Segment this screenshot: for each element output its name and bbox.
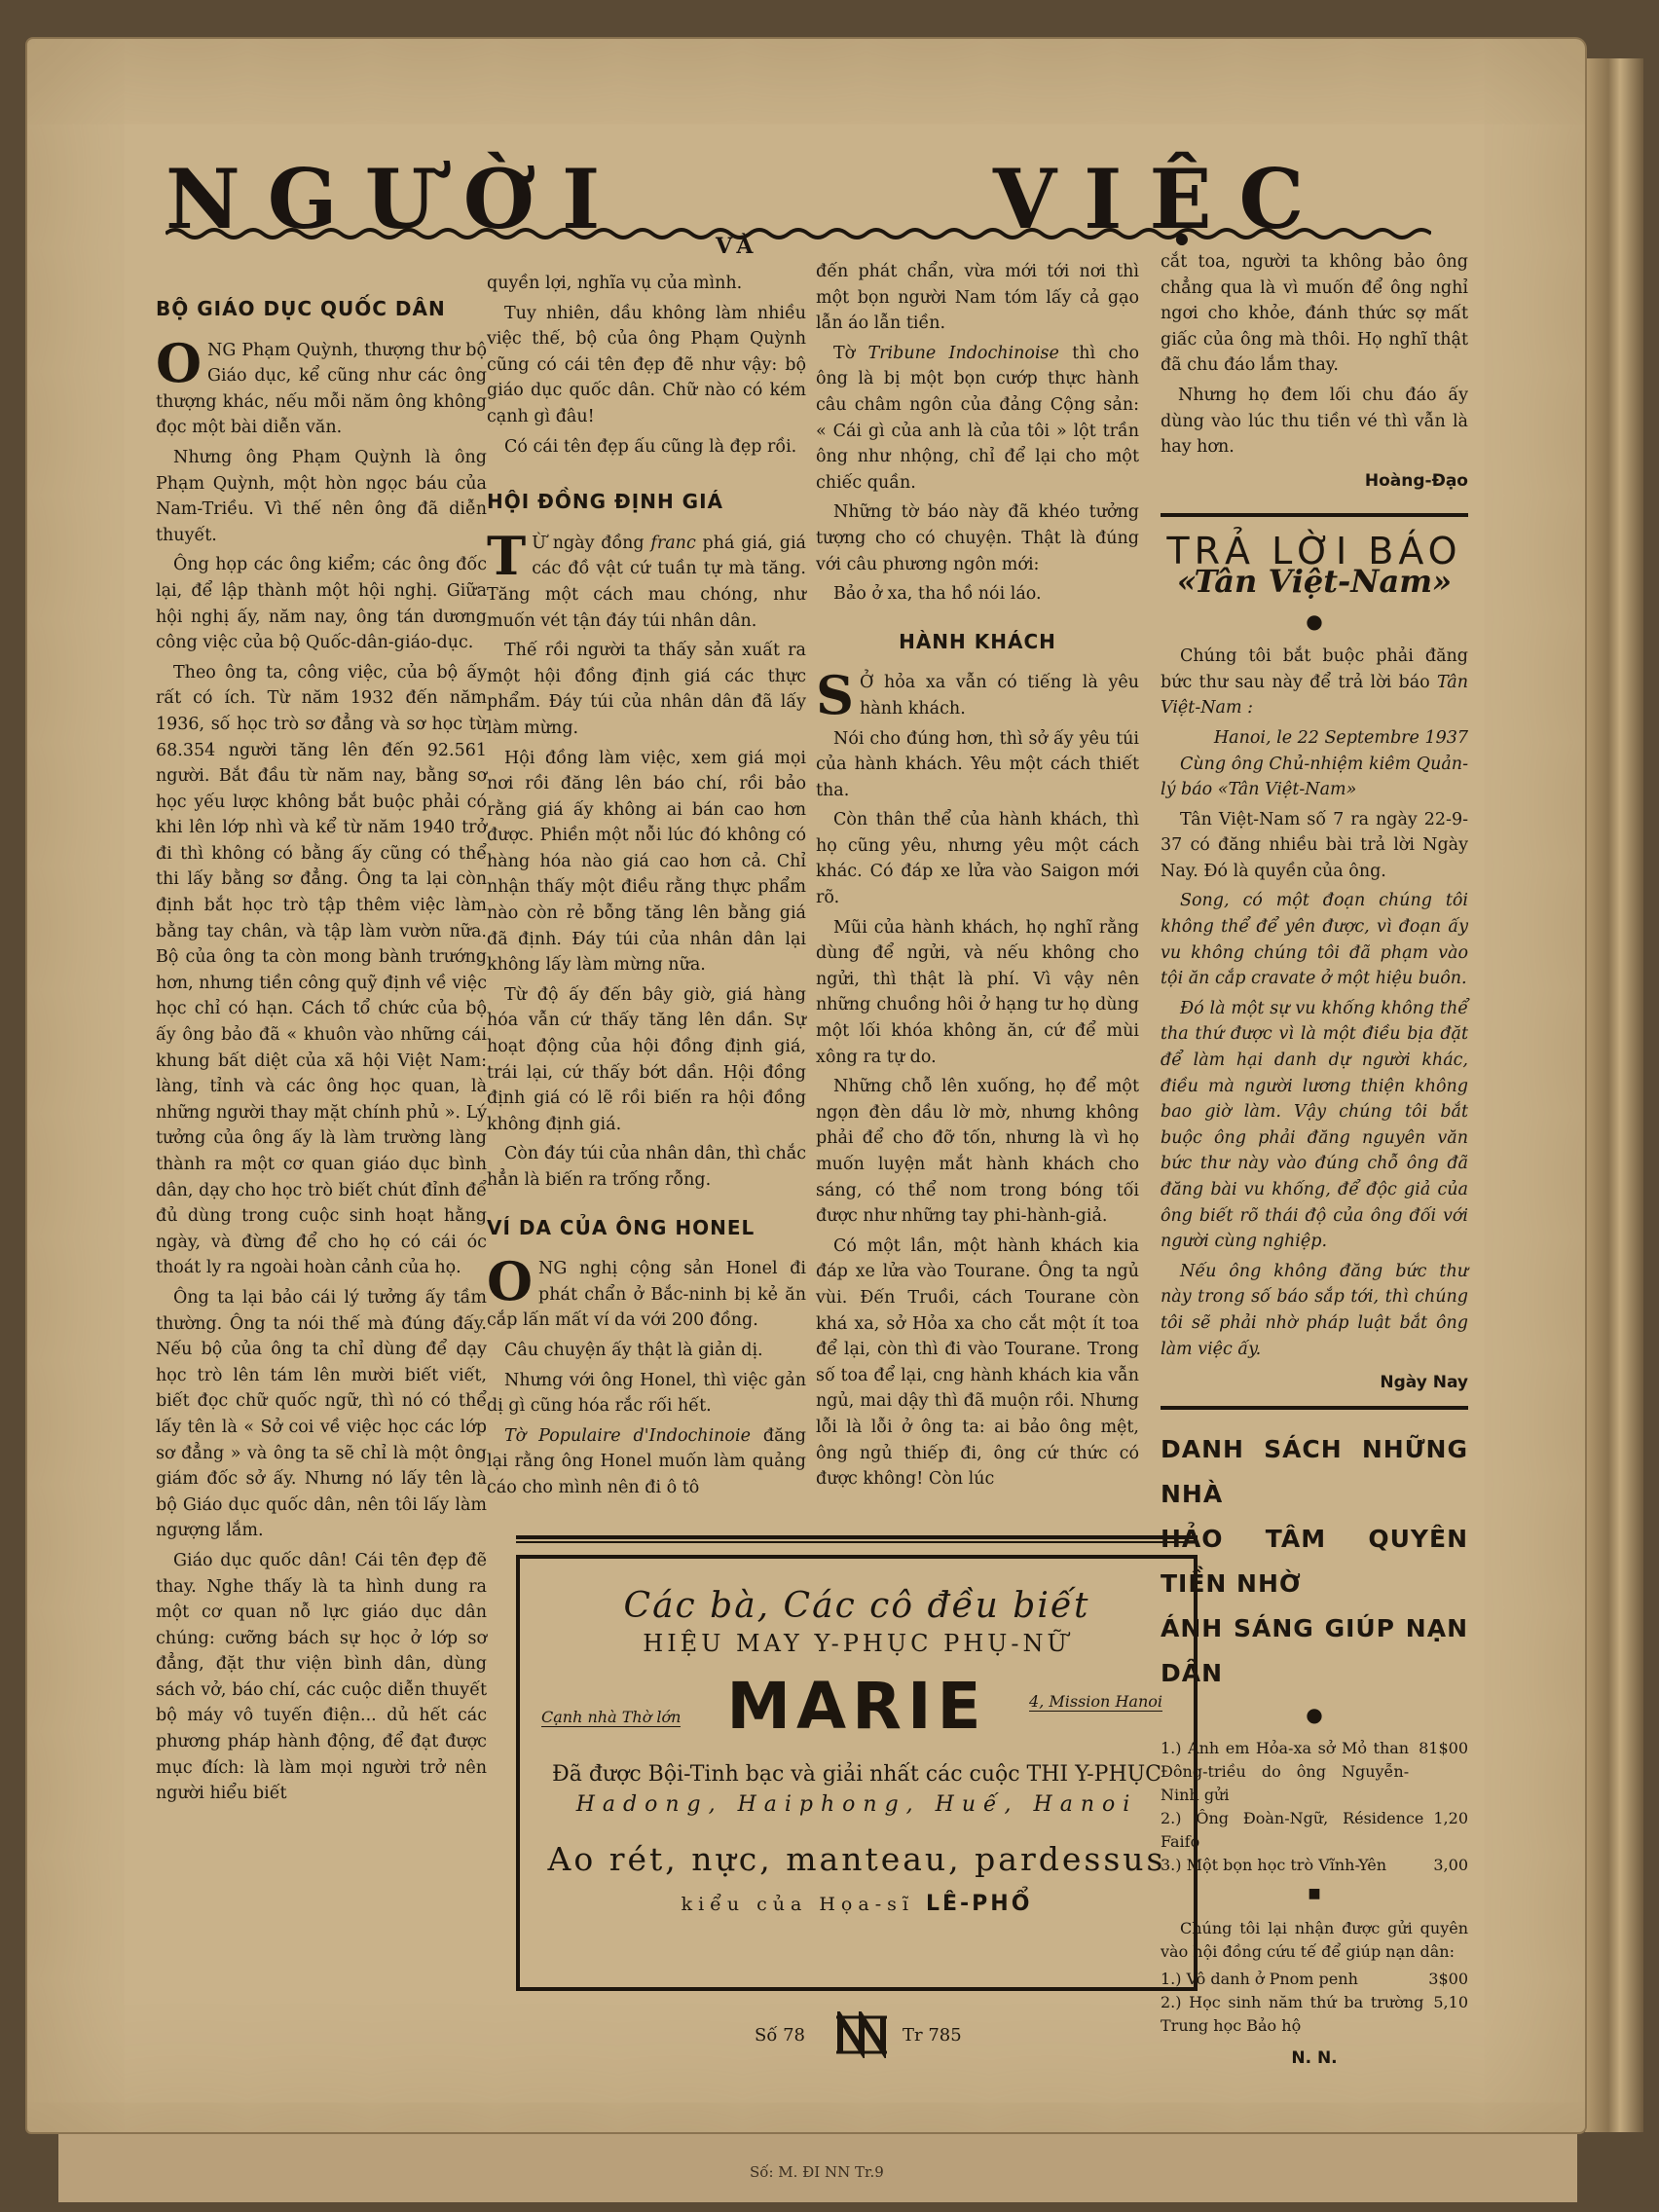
underlying-page-footer: Số: M. ĐI NN Tr.9	[750, 2163, 884, 2181]
letter-date: Hanoi, le 22 Septembre 1937	[1213, 727, 1468, 748]
paragraph: Mũi của hành khách, họ nghĩ rằng dùng để ngửi, và nếu không cho ngửi, thì thật là phí. Vì vậy nên những chuồng hôi ở hạng tư họ dùng một lối khóa không ăn, cứ để mùi xông ra tự do.	[816, 917, 1139, 1067]
paragraph: ONG nghị cộng sản Honel đi phát chẩn ở Bắc-ninh bị kẻ ăn cắp lấn mất ví da với 200 đồng.	[487, 1250, 806, 1331]
signature: Hoàng-Đạo	[1364, 470, 1468, 491]
column-3	[816, 259, 1139, 1496]
list-item: 1.) Vô danh ở Pnom penh 3$00	[1161, 1969, 1468, 1988]
masthead-left: NGƯỜI	[166, 151, 628, 247]
paragraph: Những tờ báo này đã khéo tưởng tượng cho có chuyện. Thật là đúng với câu phương ngôn mới:	[816, 502, 1139, 574]
section-rule	[1161, 503, 1468, 517]
paragraph: Ông họp các ông kiểm; các ông đốc lại, để lập thành một hội nghị. Giữa hội nghị ấy, năm nay, ông tán dương công việc của bộ Quốc-dân-giáo-dục.	[156, 555, 487, 653]
paragraph: Chúng tôi bắt buộc phải đăng bức thư sau này để trả lời báo Tân Việt-Nam :	[1161, 646, 1468, 719]
paragraph: Còn thân thể của hành khách, thì họ cũng yêu, nhưng yêu một cách khác. Có đáp xe lửa vào Saigon mới rõ.	[816, 810, 1139, 908]
paragraph: Thế rồi người ta thấy sản xuất ra một hội đồng định giá các thực phẩm. Đáy túi của nhân dân đã lấy làm mừng.	[487, 641, 806, 738]
paragraph: Từ độ ấy đến bây giờ, giá hàng hóa vẫn cứ thấy tăng lên dần. Sự hoạt động của hội đồng định giá, trái lại, cứ thấy bớt dần. Hội đồng định giá có lẽ rồi biến ra hội đồng không định giá.	[487, 984, 806, 1134]
paragraph: Tân Việt-Nam số 7 ra ngày 22-9-37 có đăng nhiều bài trả lời Ngày Nay. Đó là quyền của ông.	[1161, 809, 1468, 881]
list-item: 3.) Một bọn học trò Vĩnh-Yên 3,00	[1161, 1856, 1468, 1875]
paragraph: Tờ Tribune Indochinoise thì cho ông là bị một bọn cướp thực hành câu châm ngôn của đảng Cộng sản: « Cái gì của anh là của tôi » lột trần ông như nhộng, chỉ để lại cho một chiếc quần.	[816, 343, 1139, 493]
section-rule	[1161, 1406, 1468, 1410]
bullet-ornament: ●	[1306, 608, 1323, 633]
separator: ■	[1308, 1886, 1321, 1902]
paragraph: Ông ta lại bảo cái lý tưởng ấy tầm thường. Ông ta nói thế mà đúng đấy. Nếu bộ của ông ta chỉ dùng để dạy học trò lên tám lên mười biết viết, biết đọc chữ quốc ngữ, thì nó có thể lấy tên là « Sở coi về việc học các lớp sơ đẳng » và ông ta sẽ chỉ là một ông giám đốc sở ấy. Nhưng nó lấy tên là bộ Giáo dục quốc dân, nên tôi lấy làm ngượng lắm.	[156, 1287, 487, 1541]
signature: N. N.	[1291, 2047, 1338, 2068]
bullet-ornament: ●	[1306, 1702, 1323, 1726]
drop-cap: O	[487, 1250, 534, 1313]
paragraph: Song, có một đoạn chúng tôi không thể để yên được, vì đoạn ấy vu không chúng tôi đã phạm vào tội ăn cắp cravate ở một hiệu buôn.	[1161, 891, 1468, 989]
paragraph: Nếu ông không đăng bức thư này trong số báo sắp tới, thì chúng tôi sẽ phải nhờ pháp luật bắt ông làm việc ấy.	[1161, 1261, 1468, 1359]
paragraph: S Ở hỏa xa vẫn có tiếng là yêu hành khách.	[816, 664, 1139, 727]
section-title: TRẢ LỜI BÁO	[1166, 530, 1462, 573]
ad-award: Đã được Bội-Tinh bạc và giải nhất các cuộc THI Y-PHỤC	[551, 1762, 1162, 1787]
article-heading: HỘI ĐỒNG ĐỊNH GIÁ	[487, 490, 723, 514]
ad-shop-type: HIỆU MAY Y-PHỤC PHỤ-NỮ	[643, 1630, 1071, 1657]
masthead-right: VIỆC	[993, 151, 1332, 247]
paragraph: Bảo ở xa, tha hồ nói láo.	[833, 584, 1042, 605]
column-1	[156, 282, 487, 1811]
list-item: 2.) Học sinh năm thứ ba trường Trung học Bảo hộ 5,10	[1161, 1992, 1468, 2035]
ad-designer: kiểu của Họa-sĩ LÊ-PHỔ	[681, 1892, 1033, 1916]
paragraph: Tuy nhiên, dầu không làm nhiều việc thế, bộ của ông Phạm Quỳnh cũng có cái tên đẹp đẽ như vậy: bộ giáo dục quốc dân. Chữ nào có kém cạnh gì đâu!	[487, 303, 806, 426]
paragraph: Có cái tên đẹp ấu cũng là đẹp rồi.	[504, 436, 797, 457]
list-note: Chúng tôi lại nhận được gửi quyên vào hội đồng cứu tế để giúp nạn dân:	[1161, 1918, 1468, 1961]
paragraph: quyền lợi, nghĩa vụ của mình.	[487, 274, 743, 293]
drop-cap: T	[487, 524, 527, 587]
section-subtitle: «Tân Việt-Nam»	[1176, 562, 1453, 600]
issue-number: Số 78	[755, 2025, 805, 2046]
article-heading: VÍ DA CỦA ÔNG HONEL	[487, 1215, 756, 1239]
donation-list	[1161, 1968, 1468, 2038]
list-title: DANH SÁCH NHỮNG NHÀ HẢO TÂM QUYÊN TIỀN NHỜ ÁNH SÁNG GIÚP NẠN DÂN	[1161, 1434, 1468, 1687]
masthead-mid: VÀ	[716, 234, 759, 259]
ad-headline: Các bà, Các cô đều biết	[623, 1586, 1090, 1626]
donation-list	[1161, 1737, 1468, 1877]
paragraph: Nhưng với ông Honel, thì việc gản dị gì cũng hóa rắc rối hết.	[487, 1370, 806, 1417]
nn-logo-icon	[834, 2011, 889, 2058]
page-footer	[755, 2011, 988, 2062]
paragraph: Theo ông ta, công việc, của bộ ấy rất có ích. Từ năm 1932 đến năm 1936, số học trò sơ đẳng và sơ học từ 68.354 người tăng lên đến 92.561 người. Bắt đầu từ năm nay, bằng sơ học yếu lược không bắt buộc phải có khi lên lớp nhì và kể từ năm 1940 trở đi thì không có bằng ấy cũng có thể thi lấy bằng sơ đẳng. Ông ta lại còn định bắt học trò tập thêm việc làm bằng tay chân, và tập làm vườn nữa. Bộ của ông ta còn mong bành trướng hơn, nhưng tiền công quỹ định về việc học chỉ có hạn. Cách tổ chức của bộ ấy ông bảo đã « khuôn vào những cái khung bất diệt của xã hội Việt Nam: làng, tỉnh và các ông học quan, là những người thay mặt chính phủ ». Lý tưởng của ông ấy là làm trường làng thành ra một cơ quan giáo dục bình dân, dạy cho học trò biết chút đỉnh để đủ dùng trong cuộc sinh hoạt hằng ngày, và đừng để cho họ có cái óc thoát ly ra ngoài hoàn cảnh của họ.	[156, 662, 487, 1278]
signature: Ngày Nay	[1380, 1373, 1468, 1393]
ad-top-rule	[516, 1535, 1198, 1543]
ad-cities: Hadong, Haiphong, Huế, Hanoi	[575, 1792, 1138, 1817]
paragraph: Những chỗ lên xuống, họ để một ngọn đèn dầu lờ mờ, nhưng không phải để cho đỡ tốn, nhưng là vì họ muốn luyện mắt hành khách cho sáng, có thể nom trong bóng tối được như những tay phi-hành-giả.	[816, 1077, 1139, 1227]
paragraph: Giáo dục quốc dân! Cái tên đẹp đẽ thay. Nghe thấy là ta hình dung ra một cơ quan nỗ lực giáo dục dân chúng: cưỡng bách sự học ở lớp sơ đẳng, đặt thư viện bình dân, dùng sách vở, báo chí, các cuộc diễn thuyết bộ máy vô tuyến điện... dủ hết các phương pháp hành động, để đạt được mục đích: là làm mọi người trở nên người hiểu biết	[156, 1550, 487, 1804]
masthead-wavy-rule	[166, 224, 1431, 241]
ad-products: Ao rét, nực, manteau, pardessus	[547, 1840, 1166, 1878]
paragraph: Nhưng ông Phạm Quỳnh là ông Phạm Quỳnh, một hòn ngọc báu của Nam-Triều. Vì thế nên ông đã diễn thuyết.	[156, 447, 487, 545]
paragraph: đến phát chẩn, vừa mới tới nơi thì một bọn người Nam tóm lấy cả gạo lẫn áo lẫn tiền.	[816, 262, 1139, 334]
column-2	[487, 271, 806, 1505]
paragraph: Câu chuyện ấy thật là giản dị.	[504, 1340, 763, 1360]
ad-brand: MARIE	[726, 1669, 987, 1744]
letter	[1161, 644, 1468, 1396]
paragraph: Tờ Populaire d'Indochinoie đăng lại rằng ông Honel muốn làm quảng cáo cho mình nên đi ô tô	[487, 1425, 807, 1497]
paragraph: cắt toa, người ta không bảo ông chẳng qua là vì muốn để ông nghỉ ngơi cho khỏe, đánh thức sợ mất giấc của ông mà thôi. Họ nghĩ thật đã chu đáo lắm thay.	[1161, 252, 1468, 376]
paragraph: T Ừ ngày đồng franc phá giá, giá các đồ vật cứ tuần tự mà tăng. Tăng một cách mau chóng, như muốn vét tận đáy túi nhân dân.	[487, 524, 806, 631]
advertisement	[516, 1555, 1198, 1991]
list-item: 1.) Anh em Hỏa-xa sở Mỏ than Đông-triều do ông Nguyễn-Ninh gửi 81$00	[1161, 1739, 1468, 1805]
drop-cap: O	[156, 331, 203, 394]
paragraph: Đó là một sự vu khống không thể tha thứ được vì là một điều bịa đặt để làm hại danh dự người khác, điều mà người lương thiện không bao giờ làm. Vậy chúng tôi bắt buộc ông phải đăng nguyên văn bức thư này vào đúng chỗ ông đã đăng bài vu khống, để độc giả của ông biết rõ thái độ của ông đối với người cùng nghiệp.	[1161, 998, 1468, 1252]
letter-salute: Cùng ông Chủ-nhiệm kiêm Quản-lý báo «Tân Việt-Nam»	[1161, 754, 1468, 800]
ad-location: Cạnh nhà Thờ lớn	[541, 1708, 682, 1726]
page-edge	[1585, 58, 1643, 2132]
paragraph: Nhưng họ đem lối chu đáo ấy dùng vào lúc thu tiền vé thì vẫn là hay hơn.	[1161, 385, 1468, 458]
article-heading: BỘ GIÁO DỤC QUỐC DÂN	[156, 297, 446, 320]
list-item: 2.) Ông Đoàn-Ngữ, Résidence Faifo 1,20	[1161, 1809, 1468, 1852]
paragraph: ONG Phạm Quỳnh, thượng thư bộ Giáo dục, kể cũng như các ông thượng khác, nếu mỗi năm ông không đọc một bài diễn văn.	[156, 331, 487, 438]
paragraph: Hội đồng làm việc, xem giá mọi nơi rồi đăng lên báo chí, rồi bảo rằng giá ấy không ai bán cao hơn được. Phiền một nỗi lúc đó không có hàng hóa nào giá cao hơn cả. Chỉ nhận thấy một điều rằng thực phẩm nào còn rẻ bỗng tăng lên bằng giá đã định. Đáy túi của nhân dân lại không lấy làm mừng nữa.	[487, 748, 806, 976]
column-4	[1161, 249, 1468, 2072]
paragraph: Nói cho đúng hơn, thì sở ấy yêu túi của hành khách. Yêu một cách thiết tha.	[816, 728, 1139, 800]
page-number: Tr 785	[903, 2025, 962, 2046]
ad-brand-row	[520, 1669, 1194, 1747]
paragraph: Còn đáy túi của nhân dân, thì chắc hẳn là biến ra trống rỗng.	[487, 1144, 806, 1190]
drop-cap: S	[816, 664, 854, 727]
paragraph: Có một lần, một hành khách kia đáp xe lửa vào Tourane. Ông ta ngủ vùi. Đến Truồi, cách Tourane còn khá xa, sở Hỏa xa cho cắt một ít toa để lại, còn thì đi vào Tourane. Trong số toa để lại, cng hành khách kia vẫn ngủ, mai dậy thì đã muộn rồi. Nhưng lỗi là lỗi ở ông ta: ai bảo ông mệt, ông ngủ thiếp đi, ông cứ thức có được không! Còn lúc	[816, 1235, 1139, 1490]
article-heading: HÀNH KHÁCH	[899, 629, 1056, 653]
ad-address: 4, Mission Hanoi	[1029, 1692, 1162, 1711]
